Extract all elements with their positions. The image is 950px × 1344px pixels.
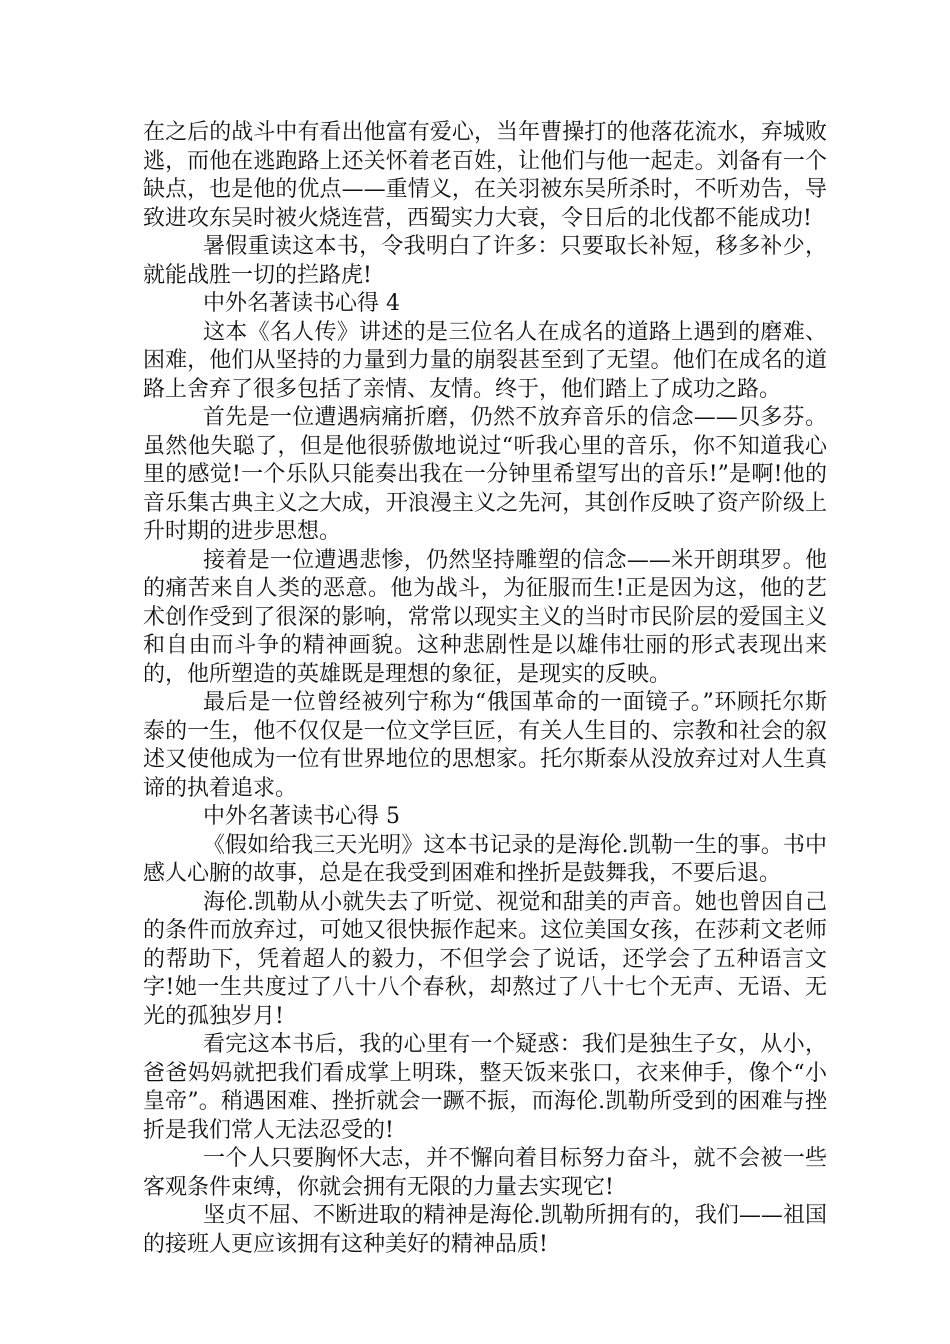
paragraph-reflection: 看完这本书后，我的心里有一个疑惑：我们是独生子女，从小，爸爸妈妈就把我们看成掌上明珠，整天饭来张口，衣来伸手，像个“小皇帝”。稍遇困难、挫折就会一蹶不振，而海伦.凯勒所受到的困难与挫折是我们常人无法忍受的! [143,1032,827,1143]
paragraph-beethoven: 首先是一位遭遇病痛折磨，仍然不放弃音乐的信念——贝多芬。虽然他失聪了，但是他很骄傲地说过“听我心里的音乐，你不知道我心里的感觉!一个乐队只能奏出我在一分钟里希望写出的音乐!”是啊!他的音乐集古典主义之大成，开浪漫主义之先河，其创作反映了资产阶级上升时期的进步思想。 [143,405,827,544]
document-page [143,119,827,1259]
paragraph-conclusion: 坚贞不屈、不断进取的精神是海伦.凯勒所拥有的，我们——祖国的接班人更应该拥有这种美好的精神品质! [143,1203,827,1257]
paragraph-ambition: 一个人只要胸怀大志，并不懈向着目标努力奋斗，就不会被一些客观条件束缚，你就会拥有无限的力量去实现它! [143,1146,827,1200]
paragraph-tolstoy: 最后是一位曾经被列宁称为“俄国革命的一面镜子。”环顾托尔斯泰的一生，他不仅仅是一位文学巨匠，有关人生目的、宗教和社会的叙述又使他成为一位有世界地位的思想家。托尔斯泰从没放弃过对人生真谛的执着追求。 [143,690,827,801]
paragraph-continuation: 在之后的战斗中有看出他富有爱心，当年曹操打的他落花流水，弃城败逃，而他在逃跑路上还关怀着老百姓，让他们与他一起走。刘备有一个缺点，也是他的优点——重情义，在关羽被东吴所杀时，不听劝告，导致进攻东吴时被火烧连营，西蜀实力大衰，令日后的北伐都不能成功! [143,120,827,231]
paragraph-michelangelo: 接着是一位遭遇悲惨，仍然坚持雕塑的信念——米开朗琪罗。他的痛苦来自人类的恶意。他为战斗，为征服而生!正是因为这，他的艺术创作受到了很深的影响，常常以现实主义的当时市民阶层的爱国主义和自由而斗争的精神画貌。这种悲剧性是以雄伟壮丽的形式表现出来的，他所塑造的英雄既是理想的象征，是现实的反映。 [143,547,827,687]
paragraph-summer-reread: 暑假重读这本书，令我明白了许多：只要取长补短，移多补少，就能战胜一切的拦路虎! [143,234,827,288]
paragraph-helen-keller-intro: 《假如给我三天光明》这本书记录的是海伦.凯勒一生的事。书中感人心腑的故事，总是在我受到困难和挫折是鼓舞我，不要后退。 [143,832,827,886]
paragraph-biographies-intro: 这本《名人传》讲述的是三位名人在成名的道路上遇到的磨难、困难，他们从坚持的力量到力量的崩裂甚至到了无望。他们在成名的道路上舍弃了很多包括了亲情、友情。终于，他们踏上了成功之路。 [143,319,827,402]
paragraph-helen-keller-life: 海伦.凯勒从小就失去了听觉、视觉和甜美的声音。她也曾因自己的条件而放弃过，可她又很快振作起来。这位美国女孩，在莎莉文老师的帮助下，凭着超人的毅力，不但学会了说话，还学会了五种语言文字!她一生共度过了八十八个春秋，却熬过了八十七个无声、无语、无光的孤独岁月! [143,889,827,1029]
section-heading-4: 中外名著读书心得 4 [203,291,400,316]
section-heading-5: 中外名著读书心得 5 [203,804,400,829]
